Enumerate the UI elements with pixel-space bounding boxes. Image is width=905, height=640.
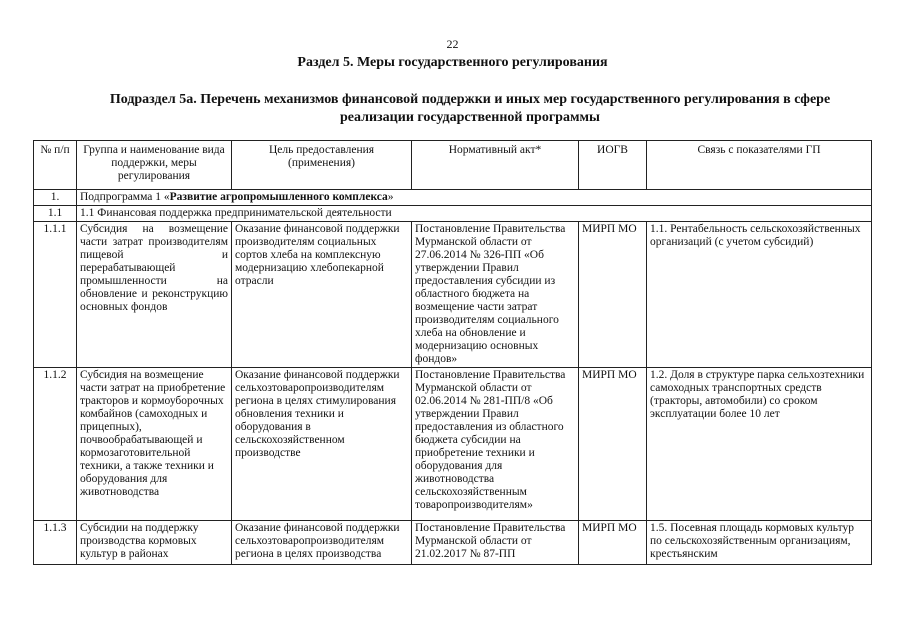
header-goal: Цель предоставления (применения): [232, 141, 412, 190]
group-number: 1.1: [34, 206, 77, 222]
table-header-row: [34, 141, 872, 190]
row-goal: Оказание финансовой поддержки сельхозтоваропроизводителям региона в целях производства: [232, 521, 412, 565]
header-iogv: ИОГВ: [579, 141, 647, 190]
row-support-type: Субсидии на поддержку производства кормовых культур в районах: [77, 521, 232, 565]
table-row: [34, 521, 872, 565]
group-title: 1.1 Финансовая поддержка предпринимательской деятельности: [77, 206, 872, 222]
header-number: № п/п: [34, 141, 77, 190]
subprogram-title: [77, 190, 872, 206]
subprogram-number: 1.: [34, 190, 77, 206]
subsection-title: Подраздел 5а. Перечень механизмов финансовой поддержки и иных мер государственного регулирования в сфере реализации государственной программы: [109, 92, 831, 125]
page-number: 22: [446, 37, 459, 51]
row-normative-act: Постановление Правительства Мурманской области от 27.06.2014 № 326-ПП «Об утверждении Правил предоставления субсидии из областного бюджета на возмещение части затрат производителям социального хлеба на обновление и модернизацию основных фондов»: [412, 222, 579, 368]
table-row: [34, 368, 872, 521]
row-number: 1.1.1: [34, 222, 77, 368]
row-iogv: МИРП МО: [579, 222, 647, 368]
row-indicator-link: 1.1. Рентабельность сельскохозяйственных организаций (с учетом субсидий): [647, 222, 872, 368]
table-row: [34, 222, 872, 368]
row-support-type: Субсидия на возмещение части затрат производителям пищевой и перерабатывающей промышленности на обновление и реконструкцию основных фондов: [77, 222, 232, 368]
row-normative-act: Постановление Правительства Мурманской области от 02.06.2014 № 281-ПП/8 «Об утверждении Правил предоставления из областного бюджета субсидии на приобретение техники и оборудования для животноводства сельскохозяйственным товаропроизводителям»: [412, 368, 579, 521]
subprogram-name: Развитие агропромышленного комплекса: [169, 191, 388, 203]
row-iogv: МИРП МО: [579, 521, 647, 565]
row-number: 1.1.2: [34, 368, 77, 521]
subprogram-suffix: »: [387, 191, 394, 203]
header-support-type: Группа и наименование вида поддержки, меры регулирования: [77, 141, 232, 190]
subprogram-row: [34, 190, 872, 206]
row-iogv: МИРП МО: [579, 368, 647, 521]
section-title: Раздел 5. Меры государственного регулирования: [297, 55, 608, 70]
subprogram-prefix: Подпрограмма 1 «: [80, 191, 170, 203]
row-support-type: Субсидия на возмещение части затрат на приобретение тракторов и кормоуборочных комбайнов (самоходных и прицепных), почвообрабатывающей и кормозаготовительной техники, а также техники и оборудования для животноводства: [77, 368, 232, 521]
group-row: [34, 206, 872, 222]
row-goal: Оказание финансовой поддержки производителям социальных сортов хлеба на комплексную модернизацию хлебопекарной отрасли: [232, 222, 412, 368]
header-indicator-link: Связь с показателями ГП: [647, 141, 872, 190]
row-number: 1.1.3: [34, 521, 77, 565]
row-goal: Оказание финансовой поддержки сельхозтоваропроизводителям региона в целях стимулирования обновления техники и оборудования в сельскохозяйственном производстве: [232, 368, 412, 521]
row-indicator-link: 1.2. Доля в структуре парка сельхозтехники самоходных транспортных средств (тракторы, автомобили) со сроком эксплуатации более 10 лет: [647, 368, 872, 521]
regulation-table: [33, 140, 872, 565]
row-normative-act: Постановление Правительства Мурманской области от 21.02.2017 № 87-ПП: [412, 521, 579, 565]
row-indicator-link: 1.5. Посевная площадь кормовых культур по сельскохозяйственным организациям, крестьянским: [647, 521, 872, 565]
header-normative-act: Нормативный акт*: [412, 141, 579, 190]
